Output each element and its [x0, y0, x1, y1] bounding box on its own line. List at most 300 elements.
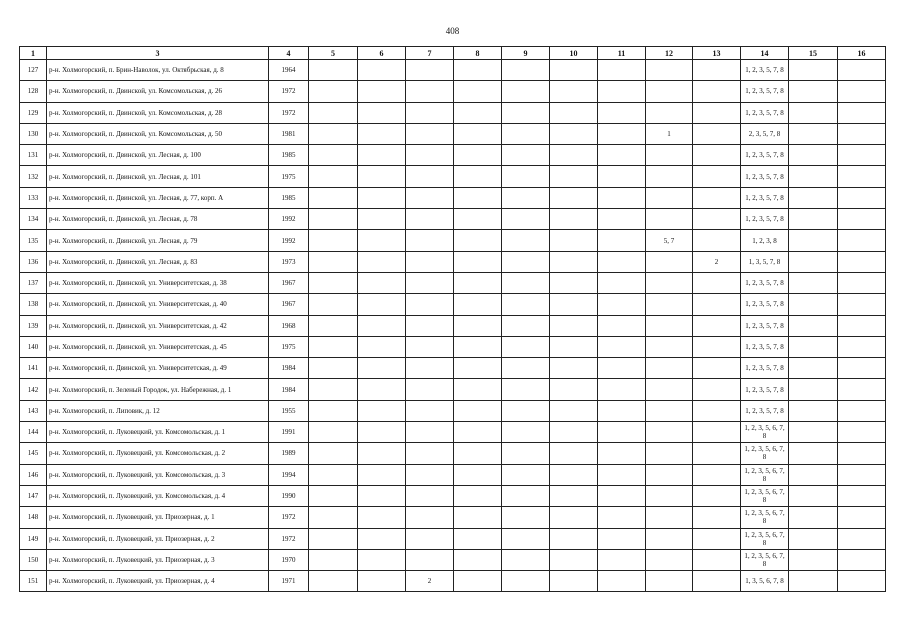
col-5-cell — [309, 528, 358, 549]
row-number: 129 — [20, 102, 47, 123]
col-14-cell: 1, 2, 3, 5, 7, 8 — [741, 102, 789, 123]
table-row — [20, 145, 886, 166]
col-15-cell — [789, 294, 838, 315]
column-header: 6 — [358, 47, 406, 60]
address-cell: р-н. Холмогорский, п. Зеленый Городок, ул. Набережная, д. 1 — [47, 379, 269, 400]
address-cell: р-н. Холмогорский, п. Двинской, ул. Комсомольская, д. 28 — [47, 102, 269, 123]
col-5-cell — [309, 230, 358, 251]
year-cell: 1972 — [269, 102, 309, 123]
col-7-cell — [406, 251, 454, 272]
address-cell: р-н. Холмогорский, п. Двинской, ул. Комсомольская, д. 50 — [47, 123, 269, 144]
col-14-cell: 2, 3, 5, 7, 8 — [741, 123, 789, 144]
col-10-cell — [550, 464, 598, 485]
column-header: 13 — [693, 47, 741, 60]
col-12-cell — [646, 60, 693, 81]
col-8-cell — [454, 60, 502, 81]
row-number: 144 — [20, 422, 47, 443]
address-cell: р-н. Холмогорский, п. Луковецкий, ул. Приозерная, д. 1 — [47, 507, 269, 528]
col-8-cell — [454, 145, 502, 166]
col-16-cell — [838, 294, 886, 315]
col-11-cell — [598, 379, 646, 400]
col-13-cell — [693, 485, 741, 506]
year-cell: 1994 — [269, 464, 309, 485]
col-16-cell — [838, 571, 886, 592]
col-7-cell — [406, 294, 454, 315]
table-row — [20, 507, 886, 528]
col-11-cell — [598, 358, 646, 379]
address-cell: р-н. Холмогорский, п. Брин-Наволок, ул. Октябрьская, д. 8 — [47, 60, 269, 81]
col-10-cell — [550, 571, 598, 592]
col-12-cell — [646, 81, 693, 102]
col-15-cell — [789, 528, 838, 549]
register-table — [19, 46, 886, 592]
col-9-cell — [502, 400, 550, 421]
col-8-cell — [454, 81, 502, 102]
col-5-cell — [309, 272, 358, 293]
col-12-cell — [646, 379, 693, 400]
col-15-cell — [789, 209, 838, 230]
col-15-cell — [789, 400, 838, 421]
row-number: 132 — [20, 166, 47, 187]
col-13-cell — [693, 145, 741, 166]
col-10-cell — [550, 209, 598, 230]
year-cell: 1981 — [269, 123, 309, 144]
col-14-cell: 1, 2, 3, 5, 7, 8 — [741, 379, 789, 400]
col-9-cell — [502, 230, 550, 251]
col-14-cell: 1, 2, 3, 5, 7, 8 — [741, 209, 789, 230]
col-15-cell — [789, 571, 838, 592]
year-cell: 1975 — [269, 166, 309, 187]
col-8-cell — [454, 400, 502, 421]
row-number: 141 — [20, 358, 47, 379]
col-7-cell — [406, 336, 454, 357]
column-header: 8 — [454, 47, 502, 60]
row-number: 137 — [20, 272, 47, 293]
col-11-cell — [598, 315, 646, 336]
col-12-cell — [646, 166, 693, 187]
col-14-cell: 1, 2, 3, 5, 6, 7, 8 — [741, 443, 789, 464]
col-15-cell — [789, 336, 838, 357]
col-5-cell — [309, 102, 358, 123]
col-6-cell — [358, 294, 406, 315]
table-row — [20, 272, 886, 293]
col-6-cell — [358, 528, 406, 549]
row-number: 140 — [20, 336, 47, 357]
address-cell: р-н. Холмогорский, п. Луковецкий, ул. Комсомольская, д. 1 — [47, 422, 269, 443]
col-12-cell: 5, 7 — [646, 230, 693, 251]
address-cell: р-н. Холмогорский, п. Двинской, ул. Лесная, д. 77, корп. А — [47, 187, 269, 208]
header-row — [20, 47, 886, 60]
address-cell: р-н. Холмогорский, п. Двинской, ул. Университетская, д. 38 — [47, 272, 269, 293]
col-10-cell — [550, 123, 598, 144]
col-16-cell — [838, 230, 886, 251]
col-6-cell — [358, 379, 406, 400]
row-number: 130 — [20, 123, 47, 144]
col-9-cell — [502, 166, 550, 187]
col-14-cell: 1, 2, 3, 5, 7, 8 — [741, 400, 789, 421]
col-11-cell — [598, 571, 646, 592]
year-cell: 1973 — [269, 251, 309, 272]
col-15-cell — [789, 102, 838, 123]
col-6-cell — [358, 464, 406, 485]
address-cell: р-н. Холмогорский, п. Двинской, ул. Лесная, д. 83 — [47, 251, 269, 272]
col-9-cell — [502, 251, 550, 272]
col-7-cell — [406, 145, 454, 166]
col-7-cell — [406, 549, 454, 570]
col-13-cell — [693, 272, 741, 293]
address-cell: р-н. Холмогорский, п. Липовик, д. 12 — [47, 400, 269, 421]
table-row — [20, 485, 886, 506]
col-11-cell — [598, 549, 646, 570]
col-7-cell — [406, 315, 454, 336]
col-5-cell — [309, 571, 358, 592]
col-5-cell — [309, 464, 358, 485]
year-cell: 1970 — [269, 549, 309, 570]
register-body — [20, 60, 886, 592]
table-row — [20, 230, 886, 251]
col-5-cell — [309, 358, 358, 379]
col-6-cell — [358, 209, 406, 230]
col-9-cell — [502, 358, 550, 379]
row-number: 131 — [20, 145, 47, 166]
table-row — [20, 102, 886, 123]
address-cell: р-н. Холмогорский, п. Двинской, ул. Университетская, д. 40 — [47, 294, 269, 315]
col-12-cell — [646, 485, 693, 506]
col-9-cell — [502, 571, 550, 592]
col-14-cell: 1, 2, 3, 5, 7, 8 — [741, 336, 789, 357]
col-9-cell — [502, 209, 550, 230]
col-15-cell — [789, 81, 838, 102]
col-8-cell — [454, 358, 502, 379]
col-11-cell — [598, 187, 646, 208]
col-9-cell — [502, 336, 550, 357]
col-13-cell — [693, 315, 741, 336]
col-6-cell — [358, 422, 406, 443]
col-14-cell: 1, 2, 3, 5, 6, 7, 8 — [741, 549, 789, 570]
col-16-cell — [838, 209, 886, 230]
column-header: 7 — [406, 47, 454, 60]
col-7-cell — [406, 358, 454, 379]
col-12-cell — [646, 443, 693, 464]
row-number: 147 — [20, 485, 47, 506]
col-8-cell — [454, 230, 502, 251]
table-row — [20, 443, 886, 464]
col-10-cell — [550, 145, 598, 166]
col-14-cell: 1, 2, 3, 5, 7, 8 — [741, 358, 789, 379]
col-16-cell — [838, 528, 886, 549]
col-14-cell: 1, 2, 3, 5, 7, 8 — [741, 81, 789, 102]
table-row — [20, 571, 886, 592]
col-7-cell — [406, 507, 454, 528]
row-number: 143 — [20, 400, 47, 421]
col-15-cell — [789, 358, 838, 379]
col-7-cell — [406, 81, 454, 102]
address-cell: р-н. Холмогорский, п. Двинской, ул. Университетская, д. 45 — [47, 336, 269, 357]
col-10-cell — [550, 358, 598, 379]
col-6-cell — [358, 166, 406, 187]
col-16-cell — [838, 422, 886, 443]
col-10-cell — [550, 549, 598, 570]
table-row — [20, 358, 886, 379]
col-13-cell — [693, 336, 741, 357]
col-10-cell — [550, 336, 598, 357]
col-15-cell — [789, 507, 838, 528]
col-9-cell — [502, 528, 550, 549]
col-7-cell — [406, 528, 454, 549]
col-15-cell — [789, 485, 838, 506]
col-10-cell — [550, 315, 598, 336]
column-header: 16 — [838, 47, 886, 60]
col-16-cell — [838, 60, 886, 81]
col-5-cell — [309, 209, 358, 230]
year-cell: 1972 — [269, 81, 309, 102]
col-10-cell — [550, 81, 598, 102]
col-13-cell — [693, 358, 741, 379]
row-number: 148 — [20, 507, 47, 528]
col-15-cell — [789, 230, 838, 251]
col-16-cell — [838, 102, 886, 123]
col-6-cell — [358, 123, 406, 144]
col-6-cell — [358, 230, 406, 251]
col-16-cell — [838, 464, 886, 485]
col-9-cell — [502, 81, 550, 102]
address-cell: р-н. Холмогорский, п. Луковецкий, ул. Приозерная, д. 3 — [47, 549, 269, 570]
year-cell: 1967 — [269, 294, 309, 315]
column-header: 10 — [550, 47, 598, 60]
col-12-cell: 1 — [646, 123, 693, 144]
col-11-cell — [598, 123, 646, 144]
col-7-cell: 2 — [406, 571, 454, 592]
col-14-cell: 1, 2, 3, 5, 7, 8 — [741, 166, 789, 187]
col-13-cell — [693, 400, 741, 421]
col-6-cell — [358, 145, 406, 166]
col-9-cell — [502, 549, 550, 570]
col-15-cell — [789, 549, 838, 570]
address-cell: р-н. Холмогорский, п. Луковецкий, ул. Приозерная, д. 2 — [47, 528, 269, 549]
year-cell: 1972 — [269, 528, 309, 549]
col-6-cell — [358, 485, 406, 506]
col-6-cell — [358, 102, 406, 123]
col-13-cell — [693, 81, 741, 102]
address-cell: р-н. Холмогорский, п. Двинской, ул. Лесная, д. 78 — [47, 209, 269, 230]
col-14-cell: 1, 2, 3, 5, 6, 7, 8 — [741, 528, 789, 549]
col-5-cell — [309, 549, 358, 570]
col-6-cell — [358, 443, 406, 464]
year-cell: 1972 — [269, 507, 309, 528]
col-13-cell — [693, 209, 741, 230]
col-13-cell — [693, 102, 741, 123]
col-16-cell — [838, 315, 886, 336]
col-9-cell — [502, 422, 550, 443]
row-number: 133 — [20, 187, 47, 208]
row-number: 138 — [20, 294, 47, 315]
col-15-cell — [789, 464, 838, 485]
col-16-cell — [838, 549, 886, 570]
table-row — [20, 187, 886, 208]
col-14-cell: 1, 2, 3, 5, 7, 8 — [741, 60, 789, 81]
col-10-cell — [550, 166, 598, 187]
year-cell: 1991 — [269, 422, 309, 443]
col-12-cell — [646, 571, 693, 592]
column-header: 3 — [47, 47, 269, 60]
col-6-cell — [358, 400, 406, 421]
col-5-cell — [309, 422, 358, 443]
col-12-cell — [646, 315, 693, 336]
year-cell: 1984 — [269, 379, 309, 400]
col-5-cell — [309, 251, 358, 272]
col-11-cell — [598, 336, 646, 357]
col-8-cell — [454, 294, 502, 315]
address-cell: р-н. Холмогорский, п. Двинской, ул. Лесная, д. 79 — [47, 230, 269, 251]
year-cell: 1975 — [269, 336, 309, 357]
col-8-cell — [454, 102, 502, 123]
year-cell: 1968 — [269, 315, 309, 336]
col-5-cell — [309, 187, 358, 208]
col-8-cell — [454, 251, 502, 272]
table-row — [20, 294, 886, 315]
col-14-cell: 1, 3, 5, 7, 8 — [741, 251, 789, 272]
row-number: 139 — [20, 315, 47, 336]
col-9-cell — [502, 123, 550, 144]
col-13-cell — [693, 123, 741, 144]
col-11-cell — [598, 209, 646, 230]
col-12-cell — [646, 422, 693, 443]
col-7-cell — [406, 102, 454, 123]
col-10-cell — [550, 485, 598, 506]
col-13-cell — [693, 464, 741, 485]
col-5-cell — [309, 166, 358, 187]
col-5-cell — [309, 507, 358, 528]
col-10-cell — [550, 60, 598, 81]
row-number: 136 — [20, 251, 47, 272]
year-cell: 1971 — [269, 571, 309, 592]
col-13-cell — [693, 571, 741, 592]
col-15-cell — [789, 379, 838, 400]
col-13-cell — [693, 230, 741, 251]
col-15-cell — [789, 187, 838, 208]
col-5-cell — [309, 443, 358, 464]
col-11-cell — [598, 272, 646, 293]
address-cell: р-н. Холмогорский, п. Луковецкий, ул. Комсомольская, д. 2 — [47, 443, 269, 464]
col-5-cell — [309, 400, 358, 421]
col-15-cell — [789, 145, 838, 166]
col-8-cell — [454, 571, 502, 592]
col-12-cell — [646, 209, 693, 230]
row-number: 151 — [20, 571, 47, 592]
row-number: 134 — [20, 209, 47, 230]
col-11-cell — [598, 145, 646, 166]
col-14-cell: 1, 2, 3, 5, 6, 7, 8 — [741, 507, 789, 528]
col-11-cell — [598, 507, 646, 528]
col-10-cell — [550, 230, 598, 251]
col-8-cell — [454, 379, 502, 400]
col-14-cell: 1, 2, 3, 5, 7, 8 — [741, 187, 789, 208]
col-10-cell — [550, 528, 598, 549]
table-row — [20, 379, 886, 400]
year-cell: 1989 — [269, 443, 309, 464]
address-cell: р-н. Холмогорский, п. Луковецкий, ул. Комсомольская, д. 3 — [47, 464, 269, 485]
col-12-cell — [646, 102, 693, 123]
table-row — [20, 81, 886, 102]
col-10-cell — [550, 443, 598, 464]
col-12-cell — [646, 549, 693, 570]
col-6-cell — [358, 272, 406, 293]
address-cell: р-н. Холмогорский, п. Двинской, ул. Комсомольская, д. 26 — [47, 81, 269, 102]
col-13-cell — [693, 443, 741, 464]
col-9-cell — [502, 379, 550, 400]
col-12-cell — [646, 528, 693, 549]
col-12-cell — [646, 272, 693, 293]
col-8-cell — [454, 209, 502, 230]
col-13-cell — [693, 379, 741, 400]
col-14-cell: 1, 2, 3, 5, 6, 7, 8 — [741, 464, 789, 485]
column-header: 15 — [789, 47, 838, 60]
col-10-cell — [550, 422, 598, 443]
col-7-cell — [406, 166, 454, 187]
col-13-cell — [693, 507, 741, 528]
address-cell: р-н. Холмогорский, п. Луковецкий, ул. Комсомольская, д. 4 — [47, 485, 269, 506]
col-8-cell — [454, 272, 502, 293]
col-8-cell — [454, 187, 502, 208]
col-16-cell — [838, 400, 886, 421]
col-7-cell — [406, 230, 454, 251]
col-9-cell — [502, 464, 550, 485]
year-cell: 1992 — [269, 230, 309, 251]
col-11-cell — [598, 443, 646, 464]
row-number: 128 — [20, 81, 47, 102]
col-15-cell — [789, 422, 838, 443]
year-cell: 1985 — [269, 145, 309, 166]
col-11-cell — [598, 400, 646, 421]
address-cell: р-н. Холмогорский, п. Двинской, ул. Лесная, д. 101 — [47, 166, 269, 187]
year-cell: 1990 — [269, 485, 309, 506]
col-13-cell — [693, 294, 741, 315]
table-row — [20, 209, 886, 230]
col-8-cell — [454, 485, 502, 506]
col-12-cell — [646, 251, 693, 272]
column-header: 11 — [598, 47, 646, 60]
col-9-cell — [502, 145, 550, 166]
col-8-cell — [454, 422, 502, 443]
col-8-cell — [454, 464, 502, 485]
col-13-cell — [693, 528, 741, 549]
col-10-cell — [550, 507, 598, 528]
col-6-cell — [358, 571, 406, 592]
col-10-cell — [550, 379, 598, 400]
col-11-cell — [598, 60, 646, 81]
col-12-cell — [646, 400, 693, 421]
column-header: 14 — [741, 47, 789, 60]
col-13-cell — [693, 422, 741, 443]
col-13-cell: 2 — [693, 251, 741, 272]
col-5-cell — [309, 81, 358, 102]
col-9-cell — [502, 443, 550, 464]
col-14-cell: 1, 2, 3, 5, 6, 7, 8 — [741, 422, 789, 443]
col-16-cell — [838, 166, 886, 187]
col-16-cell — [838, 443, 886, 464]
col-16-cell — [838, 336, 886, 357]
col-8-cell — [454, 443, 502, 464]
table-row — [20, 464, 886, 485]
row-number: 142 — [20, 379, 47, 400]
col-12-cell — [646, 358, 693, 379]
col-7-cell — [406, 60, 454, 81]
col-14-cell: 1, 2, 3, 5, 7, 8 — [741, 294, 789, 315]
col-8-cell — [454, 336, 502, 357]
col-13-cell — [693, 187, 741, 208]
col-13-cell — [693, 166, 741, 187]
col-8-cell — [454, 315, 502, 336]
